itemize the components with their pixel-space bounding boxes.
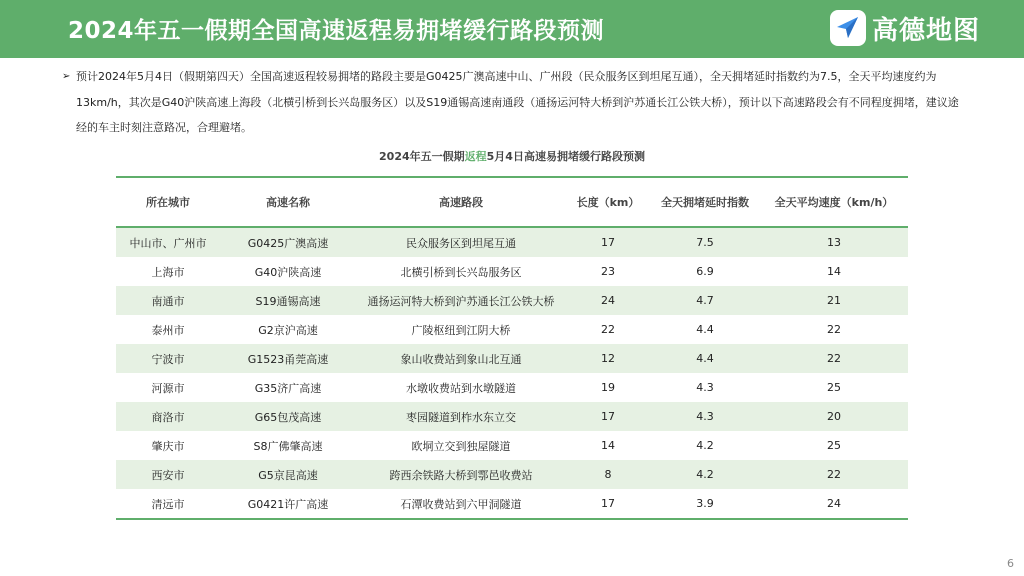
table-cell: 4.3 xyxy=(650,402,760,431)
table-cell: 南通市 xyxy=(116,286,220,315)
table-row xyxy=(116,344,908,373)
table-cell: 17 xyxy=(566,489,650,519)
column-header: 高速路段 xyxy=(356,177,566,227)
table-cell: 25 xyxy=(827,439,841,452)
table-cell: 西安市 xyxy=(116,460,220,489)
table-cell: 上海市 xyxy=(151,265,185,279)
table-cell: G1523甬莞高速 xyxy=(220,344,356,373)
column-header: 全天拥堵延时指数 xyxy=(650,177,760,227)
table-cell: 12 xyxy=(566,344,650,373)
table-cell: 北横引桥到长兴岛服务区 xyxy=(400,265,522,279)
table-cell: 17 xyxy=(566,402,650,431)
table-cell: 通扬运河特大桥到沪苏通长江公铁大桥 xyxy=(356,286,566,315)
table-cell: G5京昆高速 xyxy=(220,460,356,489)
table-cell: 4.3 xyxy=(696,381,714,394)
table-cell: 中山市、广州市 xyxy=(116,227,220,257)
table-cell: 商洛市 xyxy=(116,402,220,431)
table-cell: 14 xyxy=(827,265,841,278)
intro-text: 预计2024年5月4日（假期第四天）全国高速返程较易拥堵的路段主要是G0425广澳高速中山、广州段（民众服务区到坦尾互通），全天拥堵延时指数约为7.5，全天平均速度约为13km/h，其次是G40沪陕高速上海段（北横引桥到长兴岛服务区）以及S19通锡高速南通段（通扬运河特大桥到沪苏通长江公铁大桥），预计以下高速路段会有不同程度拥堵，建议途经的车主时刻注意路况，合理避堵。 xyxy=(76,70,959,134)
table-cell: 4.4 xyxy=(650,344,760,373)
table-row xyxy=(116,373,908,402)
table-cell: 民众服务区到坦尾互通 xyxy=(356,227,566,257)
table-cell: 广陵枢纽到江阴大桥 xyxy=(411,323,511,337)
table-cell: 跨西余铁路大桥到鄠邑收费站 xyxy=(356,460,566,489)
table-cell: 20 xyxy=(760,402,908,431)
table-cell: 13 xyxy=(760,227,908,257)
table-title-suffix: 5月4日高速易拥堵缓行路段预测 xyxy=(486,150,645,163)
table-cell: 24 xyxy=(760,489,908,519)
table-cell: 22 xyxy=(760,344,908,373)
table-cell: 17 xyxy=(566,227,650,257)
table-cell: G65包茂高速 xyxy=(220,402,356,431)
table-cell: 23 xyxy=(601,265,615,278)
page-title: 2024年五一假期全国高速返程易拥堵缓行路段预测 xyxy=(68,18,605,44)
table-cell: G40沪陕高速 xyxy=(254,265,322,279)
table-cell: G0421许广高速 xyxy=(220,489,356,519)
table-cell: 24 xyxy=(566,286,650,315)
table-row xyxy=(116,257,908,286)
table-cell: 25 xyxy=(827,381,841,394)
table-cell: 4.2 xyxy=(650,460,760,489)
column-header: 所在城市 xyxy=(116,177,220,227)
table-cell: 14 xyxy=(601,439,615,452)
table-row xyxy=(116,402,908,431)
header-bar xyxy=(0,0,1024,58)
column-header: 长度（km） xyxy=(566,177,650,227)
table-cell: 象山收费站到象山北互通 xyxy=(356,344,566,373)
table-row xyxy=(116,315,908,344)
table-row xyxy=(116,227,908,257)
congestion-table xyxy=(116,176,908,520)
table-cell: 22 xyxy=(760,460,908,489)
table-title-highlight: 返程 xyxy=(464,150,487,163)
amap-logo xyxy=(830,10,980,46)
table-row xyxy=(116,489,908,519)
column-header: 高速名称 xyxy=(220,177,356,227)
table-cell: 石潭收费站到六甲洞隧道 xyxy=(356,489,566,519)
table-title-prefix: 2024年五一假期 xyxy=(379,150,465,163)
table-cell: 肇庆市 xyxy=(151,439,185,453)
intro-paragraph xyxy=(62,64,962,141)
table-cell: 河源市 xyxy=(151,381,185,395)
table-row xyxy=(116,286,908,315)
page-number: 6 xyxy=(1007,557,1014,570)
table-cell: G0425广澳高速 xyxy=(220,227,356,257)
table-row xyxy=(116,431,908,460)
table-cell: 4.2 xyxy=(696,439,714,452)
table-cell: 欧垌立交到独屋隧道 xyxy=(411,439,511,453)
table-cell: 22 xyxy=(601,323,615,336)
table-cell: 6.9 xyxy=(696,265,714,278)
table-cell: G35济广高速 xyxy=(254,381,322,395)
table-cell: 7.5 xyxy=(650,227,760,257)
table-cell: 21 xyxy=(760,286,908,315)
table-cell: 19 xyxy=(601,381,615,394)
bullet-arrow-icon: ➢ xyxy=(62,71,71,82)
table-cell: 泰州市 xyxy=(151,323,185,337)
table-header-row xyxy=(116,177,908,227)
table-cell: 枣园隧道到柞水东立交 xyxy=(356,402,566,431)
table-row xyxy=(116,460,908,489)
column-header: 全天平均速度（km/h） xyxy=(760,177,908,227)
table-cell: G2京沪高速 xyxy=(258,323,318,337)
table-cell: 4.4 xyxy=(696,323,714,336)
table-cell: 水墩收费站到水墩隧道 xyxy=(406,381,516,395)
table-cell: S19通锡高速 xyxy=(220,286,356,315)
table-cell: 清远市 xyxy=(116,489,220,519)
logo-text: 高德地图 xyxy=(872,15,981,46)
table-cell: 8 xyxy=(566,460,650,489)
table-cell: S8广佛肇高速 xyxy=(253,439,323,453)
table-title xyxy=(0,148,1024,164)
table-cell: 22 xyxy=(827,323,841,336)
table-cell: 4.7 xyxy=(650,286,760,315)
table-cell: 宁波市 xyxy=(116,344,220,373)
paper-plane-icon xyxy=(830,10,866,46)
table-cell: 3.9 xyxy=(650,489,760,519)
